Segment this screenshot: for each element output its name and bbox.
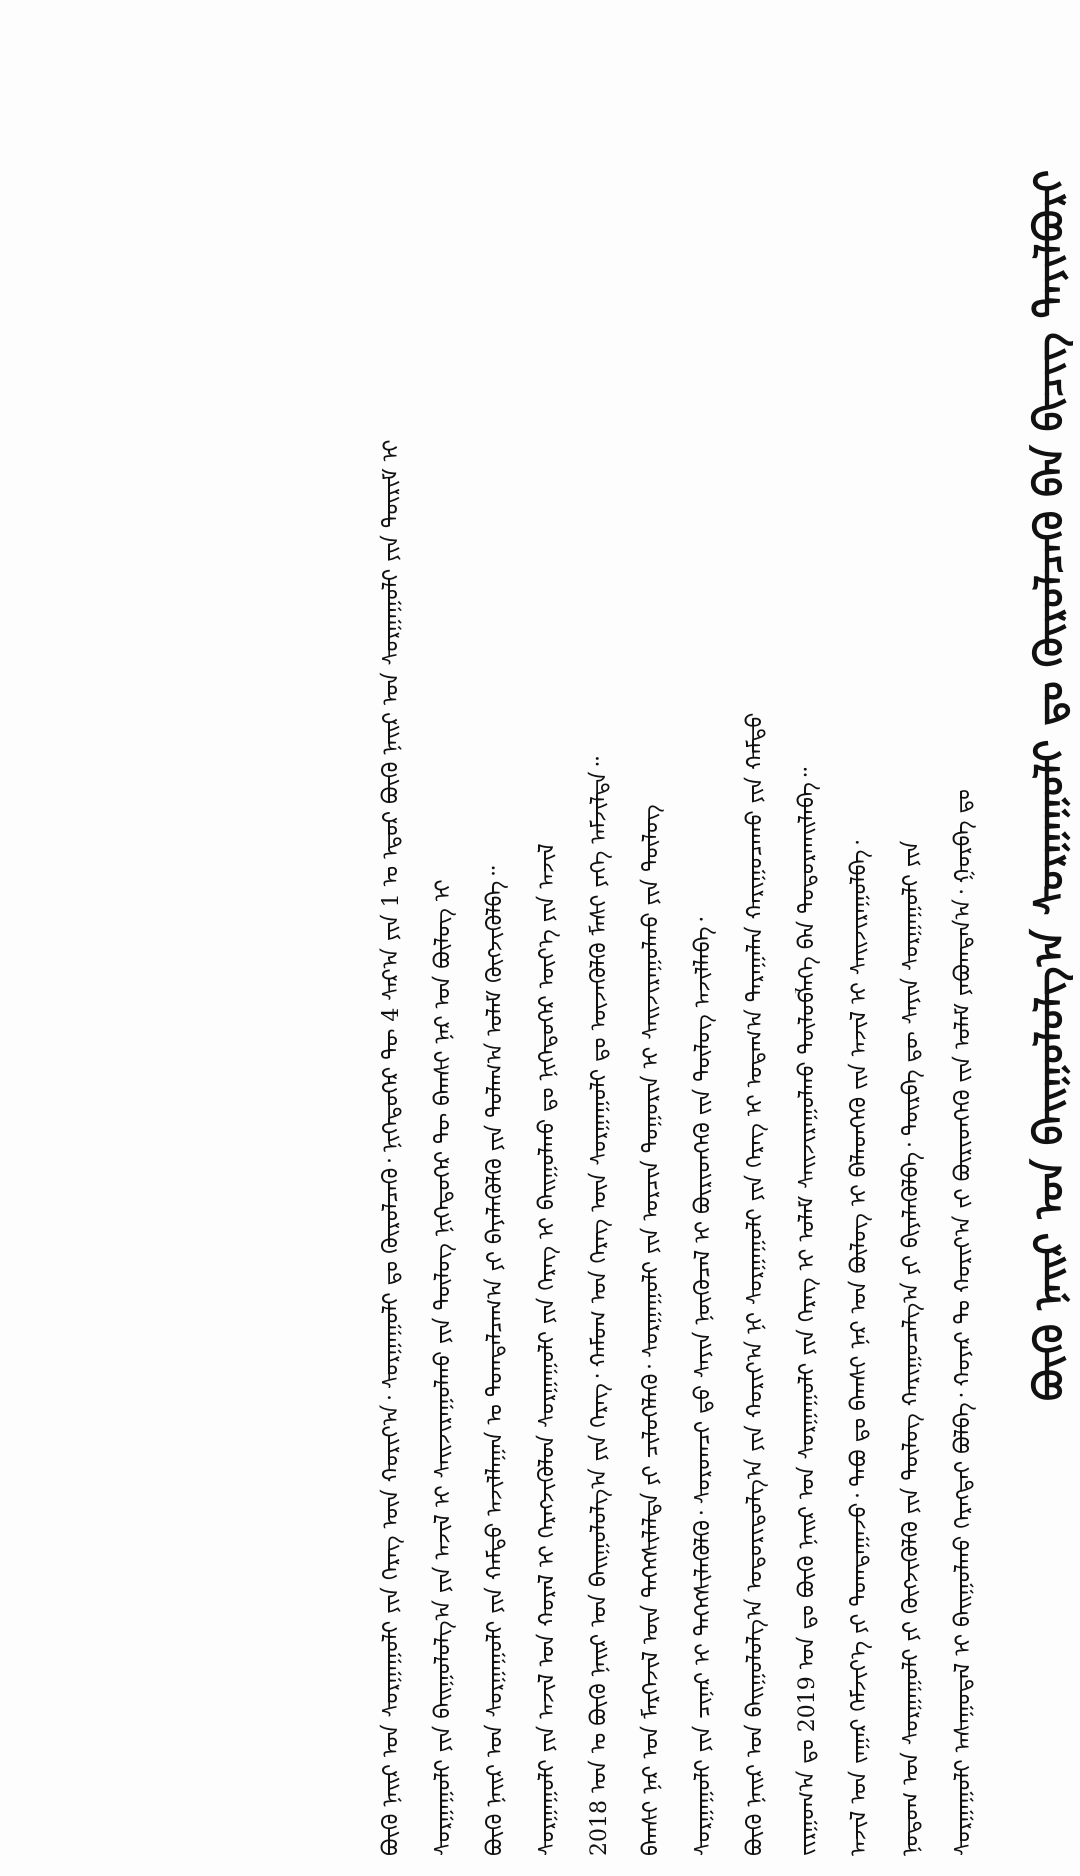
document-title-text: ᠪᠦᠬᠦ ᠨᠠᠢᠷ ᠤᠨ ᠪᠠᠢᠭᠤᠯᠤᠯᠭ᠎ᠠ ᠰᠤᠷᠭᠠᠭᠤᠯᠢ ᠳᠤ ᠬᠦᠷᠦᠯᠴᠡᠬᠦ ᠪᠠᠨ ᠪᠢᠴᠢᠭ ᠲᠠᠶᠢᠯᠪᠤᠷᠢ [1026,170,1073,1401]
text-column: ᠪᠦᠬᠦ ᠨᠠᠢᠷ ᠤᠨ ᠰᠤᠷᠭᠠᠭᠤᠯᠢ ᠶᠢᠨ ᠬᠡᠷᠡᠭ ᠦᠨ ᠬᠣᠷᠢᠶ᠎ᠠ᠂ ᠰᠤᠷᠭᠠᠭᠤᠯᠢ ᠳᠤ ᠬᠦᠷᠦᠯᠴᠡᠬᠦ᠂ ᠨᠢᠭᠡᠳᠦᠭᠡᠷ ᠲᠦ 4 ᠰᠠᠷ᠎ᠠ ᠶᠢᠨ 1 ᠤ ᠡᠳᠦᠷ ᠪᠦᠬᠦ ᠨᠠᠢᠷ ᠤᠨ ᠰᠤᠷᠭᠠᠭᠤᠯᠢ ᠶᠢᠨ ᠳᠦᠷᠢᠮ ᠢ [379,439,404,1856]
text-column: ᠰᠤᠷᠭᠠᠭᠤᠯᠢ ᠶᠢᠨ ᠪᠠᠢᠭᠤᠯᠤᠯᠭ᠎ᠠ ᠶᠢᠨ ᠠᠵᠢᠯ ᠢ ᠰᠠᠢᠵᠢᠷᠠᠭᠤᠯᠬᠤ ᠶᠢᠨ ᠲᠥᠯᠦᠭ ᠨᠢᠭᠡᠳᠦᠭᠡᠷ ᠲᠦ ᠪᠠᠭᠰᠢ ᠨᠠᠷ ᠤᠨ ᠪᠦᠯᠦᠭ ᠢ [431,879,456,1856]
text-column: ᠪᠦᠬᠦ ᠨᠠᠢᠷ ᠤᠨ ᠰᠤᠷᠭᠠᠭᠤᠯᠢ ᠶᠢᠨ ᠬᠠᠮᠲᠤ ᠠᠵᠢᠯᠯᠠᠭᠠᠨ ᠤ ᠲᠣᠭᠲᠠᠯᠴᠠᠭ᠎ᠠ ᠶᠢ ᠪᠡᠶᠡᠯᠡᠭᠦᠯᠬᠦ ᠶᠢᠨ ᠳᠤᠯᠠᠭ᠎ᠠ ᠤᠯᠠᠮ ᠬᠥᠭᠵᠢᠭᠦᠯᠪᠡ᠃ [483,866,508,1856]
text-column: ᠰᠤᠷᠭᠠᠭᠤᠯᠢ ᠶᠢᠨ ᠠᠵᠢᠯ ᠤᠨ ᠬᠤᠷᠠᠯ ᠢ ᠬᠡᠷᠡᠭᠵᠢᠭᠦᠯᠦᠨ ᠰᠤᠷᠭᠠᠭᠤᠯᠢ ᠶᠢᠨ ᠬᠡᠷᠡᠭ ᠢ ᠪᠠᠢᠭᠤᠯᠬᠤ ᠳᠤ ᠨᠢᠭᠡᠳᠦᠭᠡᠷ ᠦᠶ᠎ᠡ ᠶᠢᠨ ᠠᠵᠢᠯ [535,843,560,1856]
text-column: ᠪᠠᠭᠰᠢ ᠨᠠᠷ ᠤᠨ ᠮᠡᠷᠭᠡᠵᠢᠯ ᠦᠨ ᠳᠡᠭᠡᠭᠰᠢᠯᠡᠯᠲᠡ ᠶᠢ ᠴᠢᠯᠦᠭᠡᠯᠡᠬᠦ᠂ ᠰᠤᠷᠭᠠᠭᠤᠯᠢ ᠶᠢᠨ ᠣᠷᠴᠢᠨ ᠲᠣᠭᠣᠷᠢᠨ ᠢ ᠰᠠᠢᠵᠢᠷᠠᠭᠤᠯᠬᠤ ᠶᠢᠨ ᠲᠥᠯᠦᠭ [639,804,664,1856]
text-column: ᠰᠤᠷᠭᠠᠭᠤᠯᠢ ᠠᠰᠠᠭᠤᠳᠠᠯ ᠢ ᠪᠠᠢᠭᠤᠯᠬᠤ ᠬᠡᠷᠡᠭᠲᠡᠢ ᠪᠣᠯᠪᠠ᠂ ᠬᠣᠶᠠᠷ ᠲᠤ ᠬᠣᠷᠢᠶ᠎ᠠ ᠵᠢ ᠪᠦᠷᠢᠳᠬᠡᠬᠦ ᠵᠢᠨ ᠤᠯᠠᠮ ᠶᠠᠪᠤᠭᠳᠠᠨ᠎ᠠ᠂ ᠭᠤᠷᠪᠠ ᠳᠤ [951,789,976,1856]
text-column: ᠨᠤᠲᠤᠭ ᠤᠨ ᠰᠤᠷᠭᠠᠭᠤᠯᠢ ᠶᠢ ᠬᠥᠭᠵᠢᠭᠦᠯᠬᠦ ᠶᠢᠨ ᠲᠥᠯᠦᠭ ᠬᠠᠷᠢᠭᠤᠴᠠᠯᠭ᠎ᠠ ᠶᠢ ᠪᠢᠶᠡᠯᠡᠭᠦᠯᠪᠡ᠂ ᠳᠥᠷᠪᠡ ᠳᠦ ᠰᠠᠶᠢᠨ ᠰᠤᠷᠭᠠᠭᠤᠯᠢ ᠶᠢᠨ [899,840,924,1856]
text-column: ᠵᠢᠷᠭᠤᠭ᠎ᠠ ᠳᠤ 2019 ᠣᠨ ᠳᠤ ᠪᠦᠬᠦ ᠨᠠᠢᠷ ᠤᠨ ᠰᠤᠷᠭᠠᠭᠤᠯᠢ ᠶᠢᠨ ᠬᠡᠷᠡᠭ ᠢ ᠤᠯᠠᠮ ᠰᠠᠢᠵᠢᠷᠠᠭᠤᠯᠬᠤ ᠲᠥᠯᠦᠪᠯᠡᠭᠡ ᠪᠠᠨ ᠲᠣᠳᠣᠷᠬᠠᠢᠯᠠᠪᠠ᠃ [795,767,820,1856]
text-column: 2018 ᠣᠨ ᠤ ᠪᠦᠬᠦ ᠨᠠᠢᠷ ᠤᠨ ᠪᠠᠢᠭᠤᠯᠤᠯᠭ᠎ᠠ ᠶᠢᠨ ᠬᠡᠷᠡᠭ᠂ ᠬᠠᠮᠤᠭ ᠤᠨ ᠬᠡᠷᠡᠭ ᠦᠨ ᠰᠤᠷᠭᠠᠭᠤᠯᠢ ᠳᠤ ᠦᠵᠡᠭᠦᠯᠬᠦ ᠮᠠᠰᠢ ᠶᠡᠬᠡ ᠠᠮᠵᠢᠯᠲᠠ᠃ [587,756,612,1856]
text-column: ᠠᠵᠢᠯ ᠤᠨ ᠵᠠᠭᠠᠷ ᠬᠡᠮᠵᠢᠶ᠎ᠡ ᠶᠢ ᠲᠣᠭᠲᠠᠭᠠᠵᠤ᠂ ᠲᠠᠪᠤ ᠳᠤ ᠪᠠᠭᠰᠢ ᠨᠠᠷ ᠤᠨ ᠪᠦᠯᠦᠭ ᠢ ᠪᠡᠯᠡᠳᠭᠡᠬᠦ ᠵᠢᠨ ᠠᠵᠢᠯ ᠢ ᠰᠠᠢᠵᠢᠷᠠᠭᠤᠯᠪᠠ᠂ [847,840,872,1856]
text-column: ᠰᠤᠷᠭᠠᠭᠤᠯᠢ ᠶᠢᠨ ᠴᠢᠨᠠᠷ ᠢ ᠳᠡᠭᠡᠭᠰᠢᠯᠡᠭᠦᠯᠬᠦ᠂ ᠰᠤᠷᠤᠭᠴᠢ ᠳ᠋ᠤ ᠰᠠᠶᠢᠨ ᠨᠥᠬᠦᠴᠡᠯ ᠢ ᠪᠦᠷᠢᠳᠬᠡᠬᠦ ᠵᠢᠨ ᠲᠥᠯᠦᠭ ᠠᠵᠢᠯᠯᠠᠪᠠ᠂ [691,917,716,1856]
text-column: ᠪᠦᠬᠦ ᠨᠠᠢᠷ ᠤᠨ ᠪᠠᠢᠭᠤᠯᠤᠯᠭ᠎ᠠ ᠤᠳᠤᠷᠢᠳᠤᠯᠭ᠎ᠠ ᠶᠢᠨ ᠬᠣᠷᠢᠶ᠎ᠠ ᠨᠢ ᠰᠤᠷᠭᠠᠭᠤᠯᠢ ᠶᠢᠨ ᠬᠡᠷᠡᠭ ᠢ ᠤᠳᠠᠭ᠎ᠠ ᠳᠠᠷᠠᠭᠠᠯᠠᠨ ᠬᠠᠷᠢᠭᠤᠴᠠᠬᠤ ᠶᠢᠨ ᠬᠠᠮᠲᠤ [743,712,768,1856]
